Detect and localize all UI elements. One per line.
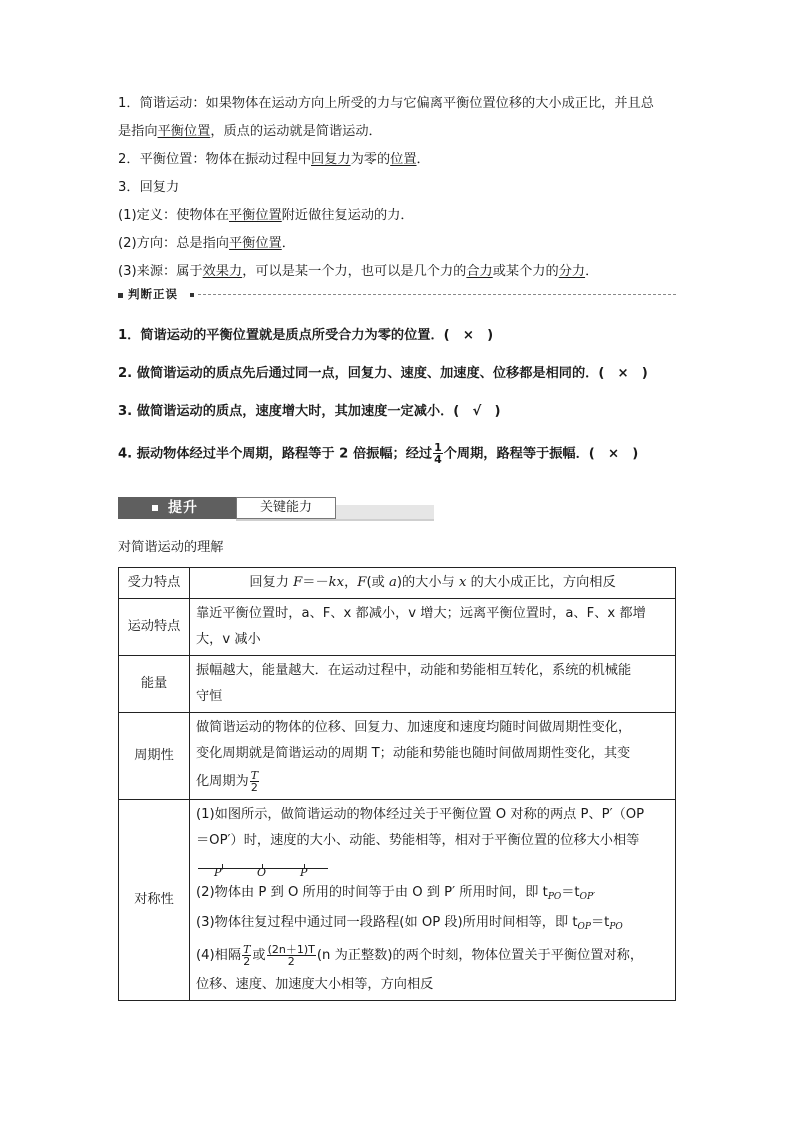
row-key: 对称性: [119, 800, 190, 1001]
banner-subtitle: 关键能力: [259, 500, 312, 515]
banner-light-tab: [236, 497, 336, 519]
square-bullet-icon: [190, 293, 194, 297]
banner-shadow: [336, 505, 434, 519]
table-row: [119, 800, 676, 1001]
intro-direction: (2)方向：总是指向平衡位置．: [118, 236, 295, 251]
fraction-quarter: $\frac{1}{4}$: [434, 441, 442, 466]
table-row: [119, 599, 676, 656]
row-value: 振幅越大，能量越大．在运动过程中，动能和势能相互转化，系统的机械能 守恒: [190, 656, 676, 713]
table-row: [119, 656, 676, 713]
row-value: 做简谐运动的物体的位移、回复力、加速度和速度均随时间做周期性变化， 变化周期就是简谐运动的周期 T；动能和势能也随时间做周期性变化，其变 化周期为 $\frac{T}{2}$: [190, 713, 676, 800]
intro-line-2: 是指向平衡位置，质点的运动就是简谐运动．: [118, 124, 382, 139]
row-key: 能量: [119, 656, 190, 713]
fraction-half-period: $\frac{T}{2}$: [243, 942, 251, 968]
intro-balance-position: 2．平衡位置：物体在振动过程中回复力为零的位置．: [118, 152, 430, 167]
square-bullet-icon: [152, 505, 158, 511]
judge-section-title: 判断正误: [128, 287, 178, 301]
fraction-half-period: $\frac{T}{2}$: [250, 768, 259, 794]
row-value: 回复力 F＝－kx，F(或 a)的大小与 x 的大小成正比，方向相反: [190, 568, 676, 599]
section-subtitle: 对简谐运动的理解: [118, 540, 224, 555]
axis-label-p: P: [300, 866, 308, 879]
position-axis-diagram: [196, 852, 669, 880]
axis-label-o: O: [257, 866, 267, 879]
banner-title: 提升: [168, 500, 198, 516]
intro-line-1: 1．简谐运动：如果物体在运动方向上所受的力与它偏离平衡位置位移的大小成正比，并且总: [118, 96, 654, 111]
judge-question-3: 3. 做简谐运动的质点，速度增大时，其加速度一定减小．( √ ): [118, 404, 501, 419]
dashed-divider: [198, 294, 676, 295]
intro-restoring-force: 3．回复力: [118, 180, 180, 195]
table-row: [119, 713, 676, 800]
banner-dark-tab: [118, 497, 236, 519]
intro-definition: (1)定义：使物体在平衡位置附近做往复运动的力．: [118, 208, 414, 223]
table-row: [119, 568, 676, 599]
square-bullet-icon: [118, 293, 123, 298]
row-key: 运动特点: [119, 599, 190, 656]
row-value: (1)如图所示，做简谐运动的物体经过关于平衡位置 O 对称的两点 P、P′（OP ＝OP′）时，速度的大小、动能、势能相等，相对于平衡位置的位移大小相等 P′ O P (2)物体由 P 到 O 所用的时间等于由 O 到 P′ 所用时间，即 $t_{PO}=t_{OP'}$ (3)物体往复过程中通过同一段路程(如 OP 段)所用时间相等，即 $t_{OP}=t_{PO}$ (4)相隔 $\frac{T}{2}$ 或 $\frac{(2n+1)T}{2}$ (n 为正整数)的两个时刻，物体位置关于平衡位置对称， 位移、速度、加速度大小相等，方向相反: [190, 800, 676, 1001]
judge-question-4: 4. 振动物体经过半个周期，路程等于 2 倍振幅；经过 $\frac{1}{4}$ 个周期，路程等于振幅．( × ): [118, 441, 639, 466]
axis-label-p-prime: P′: [214, 866, 224, 879]
intro-source: (3)来源：属于效果力，可以是某一个力，也可以是几个力的合力或某个力的分力．: [118, 264, 599, 279]
row-key: 周期性: [119, 713, 190, 800]
shm-table: [118, 567, 676, 1001]
judge-question-2: 2. 做简谐运动的质点先后通过同一点，回复力、速度、加速度、位移都是相同的．( × ): [118, 366, 648, 381]
row-value: 靠近平衡位置时，a、F、x 都减小，v 增大；远离平衡位置时，a、F、x 都增 大，v 减小: [190, 599, 676, 656]
judge-question-1: 1．简谐运动的平衡位置就是质点所受合力为零的位置．( × ): [118, 328, 494, 343]
judge-section-header: [118, 289, 678, 303]
banner-underline: [236, 519, 434, 521]
fraction-odd-half-period: $\frac{(2n+1)T}{2}$: [267, 942, 315, 968]
row-key: 受力特点: [119, 568, 190, 599]
section-banner: [118, 497, 434, 521]
